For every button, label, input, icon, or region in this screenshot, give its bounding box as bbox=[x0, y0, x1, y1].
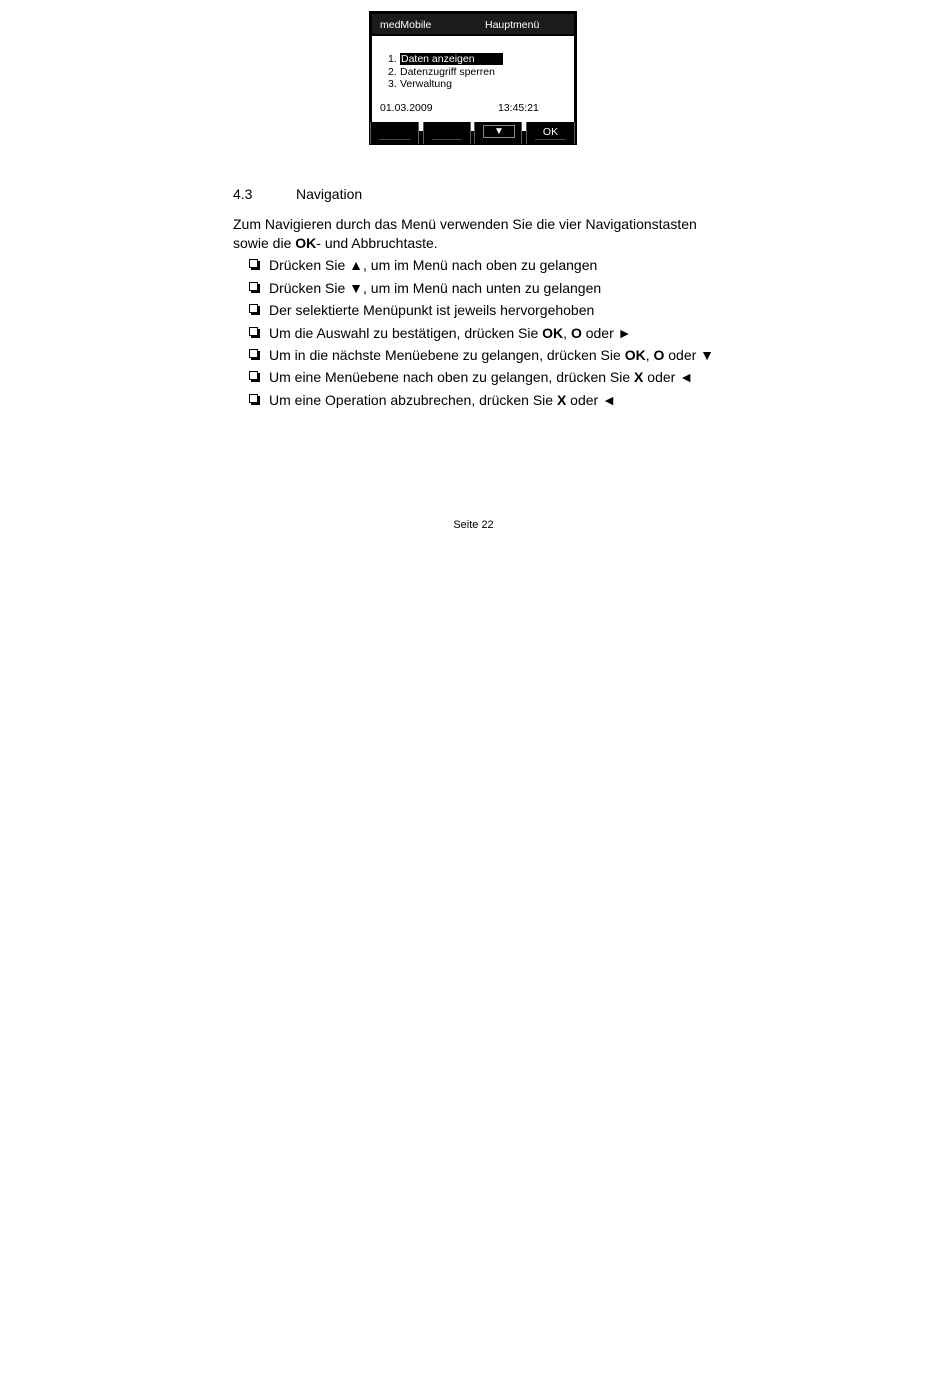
list-item-bold: O bbox=[653, 347, 665, 363]
intro-text-end: - und Abbruchtaste. bbox=[316, 235, 438, 251]
device-title-bar bbox=[372, 14, 574, 34]
list-item-text: Um eine Operation abzubrechen, drücken Sie bbox=[269, 391, 557, 408]
softkey-underline bbox=[432, 139, 462, 140]
intro-paragraph bbox=[233, 215, 723, 253]
list-item bbox=[249, 347, 719, 363]
menu-item-number: 3. bbox=[388, 78, 397, 90]
list-item-text: , bbox=[563, 324, 571, 341]
list-item-text: oder ▼ bbox=[664, 347, 715, 363]
list-item-text: oder ◄ bbox=[566, 391, 616, 408]
list-item-text: , bbox=[645, 347, 654, 363]
menu-item-label: Verwaltung bbox=[400, 78, 452, 90]
checkbox-bullet-icon bbox=[249, 259, 258, 268]
list-item-bold: X bbox=[556, 391, 567, 408]
menu-item-label-selected: Daten anzeigen bbox=[400, 53, 503, 65]
list-item bbox=[249, 369, 719, 385]
softkey-ok[interactable] bbox=[526, 122, 575, 144]
intro-bold-ok: OK bbox=[295, 235, 317, 251]
navigation-bullet-list bbox=[249, 257, 719, 414]
list-item-text: Um in die nächste Menüebene zu gelangen, drücken Sie bbox=[269, 347, 625, 363]
list-item-text: Um eine Menüebene nach oben zu gelangen, drücken Sie bbox=[269, 369, 635, 385]
softkey-ok-label: OK bbox=[542, 126, 559, 138]
menu-item-number: 2. bbox=[388, 65, 397, 78]
list-item bbox=[249, 280, 719, 296]
intro-text: Zum Navigieren durch das Menü verwenden Sie die vier Navigationstasten sowie die bbox=[233, 216, 697, 251]
list-item-bold: O bbox=[570, 324, 582, 341]
menu-item-label: Datenzugriff sperren bbox=[400, 65, 495, 78]
checkbox-bullet-icon bbox=[249, 394, 258, 403]
menu-item-number: 1. bbox=[388, 53, 397, 65]
list-item-bold: OK bbox=[542, 324, 564, 341]
device-menu-list bbox=[388, 53, 503, 91]
list-item-text: Drücken Sie ▲, um im Menü nach oben zu gelangen bbox=[269, 257, 598, 273]
list-item bbox=[249, 302, 719, 318]
list-item bbox=[249, 392, 719, 408]
list-item bbox=[249, 325, 719, 341]
softkey-underline bbox=[379, 139, 410, 140]
device-menu-panel bbox=[372, 36, 574, 131]
list-item-text: Drücken Sie ▼, um im Menü nach unten zu gelangen bbox=[269, 279, 602, 296]
device-date: 01.03.2009 bbox=[380, 102, 433, 114]
device-time: 13:45:21 bbox=[498, 102, 539, 114]
list-item-text: oder ◄ bbox=[643, 369, 694, 385]
device-app-name: medMobile bbox=[380, 19, 432, 31]
arrow-down-icon: ▼ bbox=[483, 125, 515, 138]
checkbox-bullet-icon bbox=[249, 304, 258, 313]
softkey-underline bbox=[535, 139, 566, 140]
list-item-text: Um die Auswahl zu bestätigen, drücken Sie bbox=[269, 324, 543, 341]
device-menu-item-1[interactable] bbox=[388, 53, 503, 66]
checkbox-bullet-icon bbox=[249, 327, 258, 336]
checkbox-bullet-icon bbox=[249, 349, 258, 358]
page-number: Seite 22 bbox=[453, 519, 494, 531]
list-item-text: Der selektierte Menüpunkt ist jeweils hervorgehoben bbox=[269, 302, 595, 318]
checkbox-bullet-icon bbox=[249, 282, 258, 291]
device-menu-title: Hauptmenü bbox=[485, 19, 540, 31]
checkbox-bullet-icon bbox=[249, 371, 258, 380]
section-title: Navigation bbox=[296, 186, 363, 202]
softkey-2[interactable] bbox=[423, 122, 471, 144]
softkey-down[interactable] bbox=[474, 122, 522, 144]
list-item-bold: OK bbox=[624, 347, 646, 363]
softkey-1[interactable] bbox=[370, 122, 419, 144]
list-item-bold: X bbox=[634, 369, 644, 385]
list-item bbox=[249, 257, 719, 273]
device-menu-item-2[interactable] bbox=[388, 66, 503, 79]
section-number: 4.3 bbox=[233, 186, 253, 202]
device-menu-item-3[interactable] bbox=[388, 78, 503, 91]
list-item-text: oder ► bbox=[581, 324, 632, 341]
